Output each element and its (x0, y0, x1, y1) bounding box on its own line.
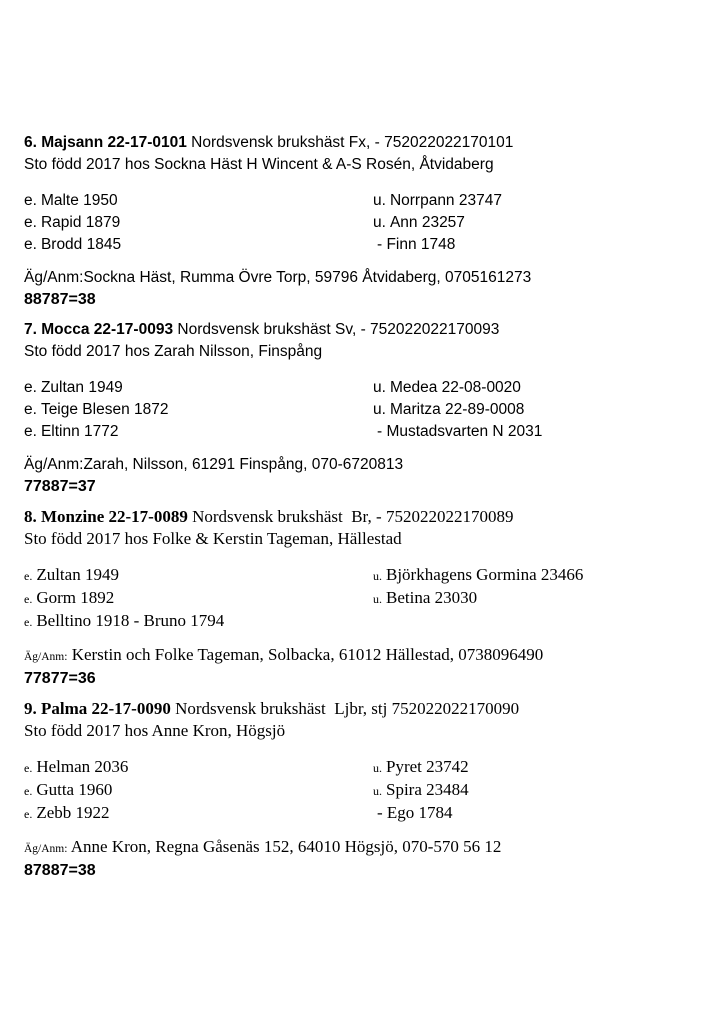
pedigree-grid (24, 756, 691, 825)
pedigree-text: Brodd 1845 (40, 236, 122, 253)
horse-name-id: 6. Majsann 22-17-0101 (24, 134, 187, 151)
pedigree-text: Helman 2036 (36, 757, 129, 776)
pedigree-line (373, 190, 691, 212)
pedigree-grid (24, 564, 691, 633)
pedigree-line (373, 564, 691, 587)
pedigree-line (373, 234, 691, 256)
pedigree-line (24, 234, 373, 256)
pedigree-grid (24, 190, 691, 256)
pedigree-prefix: e. (24, 192, 37, 209)
pedigree-prefix: e. (24, 423, 37, 440)
owner-text: Anne Kron, Regna Gåsenäs 152, 64010 Högsjö, 070-570 56 12 (67, 837, 502, 856)
pedigree-text: Betina 23030 (386, 588, 478, 607)
pedigree-prefix: e. (24, 379, 37, 396)
pedigree-prefix: u. (373, 784, 382, 798)
pedigree-prefix: u. (373, 192, 386, 209)
pedigree-line (24, 377, 373, 399)
pedigree-text: Eltinn 1772 (40, 423, 119, 440)
owner-label: Äg/Anm: (24, 269, 84, 286)
pedigree-prefix: u. (373, 214, 386, 231)
horse-breed-reg: Nordsvensk brukshäst Br, - 752022022170089 (187, 507, 514, 526)
birth-line: Sto född 2017 hos Zarah Nilsson, Finspång (24, 343, 323, 360)
entry-heading (24, 132, 691, 154)
pedigree-prefix: e. (24, 214, 37, 231)
pedigree-line (24, 399, 373, 421)
pedigree-line (24, 421, 373, 443)
pedigree-text: Medea 22-08-0020 (389, 379, 521, 396)
pedigree-text: Zultan 1949 (40, 379, 123, 396)
pedigree-prefix: u. (373, 379, 386, 396)
pedigree-text: Gutta 1960 (36, 780, 113, 799)
score-line: 77877=36 (24, 670, 96, 687)
pedigree-line (373, 587, 691, 610)
horse-breed-reg: Nordsvensk brukshäst Fx, - 752022022170101 (186, 134, 514, 151)
pedigree-line (373, 779, 691, 802)
pedigree-text: Gorm 1892 (36, 588, 115, 607)
pedigree-prefix: u. (373, 569, 382, 583)
pedigree-prefix: e. (24, 615, 33, 629)
pedigree-line (24, 610, 373, 633)
pedigree-line (373, 756, 691, 779)
pedigree-text: Maritza 22-89-0008 (389, 401, 525, 418)
horse-name-id: 8. Monzine 22-17-0089 (24, 507, 188, 526)
pedigree-line (373, 212, 691, 234)
entry-heading (24, 319, 691, 341)
birth-line: Sto född 2017 hos Anne Kron, Högsjö (24, 721, 286, 740)
owner-text: Sockna Häst, Rumma Övre Torp, 59796 Åtvidaberg, 0705161273 (83, 269, 532, 286)
score-line: 88787=38 (24, 291, 96, 308)
pedigree-text: Zultan 1949 (36, 565, 119, 584)
entry-heading (24, 506, 691, 528)
pedigree-text: - Ego 1784 (377, 803, 453, 822)
pedigree-prefix: e. (24, 401, 37, 418)
entry-heading (24, 698, 691, 720)
pedigree-prefix: e. (24, 761, 33, 775)
pedigree-line (373, 421, 691, 443)
pedigree-prefix: e. (24, 807, 33, 821)
pedigree-line (24, 564, 373, 587)
owner-line (24, 644, 691, 668)
horse-entry (24, 506, 691, 690)
pedigree-text: Teige Blesen 1872 (40, 401, 169, 418)
horse-breed-reg: Nordsvensk brukshäst Sv, - 752022022170093 (173, 321, 500, 338)
pedigree-prefix: u. (373, 761, 382, 775)
pedigree-line (24, 756, 373, 779)
pedigree-text: - Finn 1748 (377, 236, 456, 253)
pedigree-prefix: u. (373, 401, 386, 418)
pedigree-prefix: e. (24, 569, 33, 583)
pedigree-text: - Mustadsvarten N 2031 (377, 423, 543, 440)
owner-label: Äg/Anm: (24, 651, 68, 663)
pedigree-text: Malte 1950 (40, 192, 118, 209)
pedigree-line (373, 377, 691, 399)
pedigree-prefix: e. (24, 236, 37, 253)
horse-name-id: 9. Palma 22-17-0090 (24, 699, 171, 718)
birth-line: Sto född 2017 hos Folke & Kerstin Tageman, Hällestad (24, 529, 402, 548)
owner-label: Äg/Anm: (24, 843, 68, 855)
horse-entry (24, 319, 691, 498)
owner-line (24, 267, 691, 289)
score-line: 87887=38 (24, 862, 96, 879)
pedigree-text: Björkhagens Gormina 23466 (386, 565, 584, 584)
pedigree-line (373, 802, 691, 825)
pedigree-text: Spira 23484 (386, 780, 469, 799)
pedigree-prefix: e. (24, 784, 33, 798)
horse-breed-reg: Nordsvensk brukshäst Ljbr, stj 752022022170090 (170, 699, 520, 718)
owner-text: Zarah, Nilsson, 61291 Finspång, 070-6720813 (83, 456, 404, 473)
birth-line: Sto född 2017 hos Sockna Häst H Wincent & A-S Rosén, Åtvidaberg (24, 156, 494, 173)
score-line: 77887=37 (24, 478, 96, 495)
pedigree-text: Pyret 23742 (386, 757, 469, 776)
owner-text: Kerstin och Folke Tageman, Solbacka, 61012 Hällestad, 0738096490 (67, 645, 544, 664)
horse-name-id: 7. Mocca 22-17-0093 (24, 321, 174, 338)
horse-entry (24, 132, 691, 311)
pedigree-text: Norrpann 23747 (389, 192, 502, 209)
horse-entry (24, 698, 691, 882)
pedigree-line (24, 587, 373, 610)
pedigree-line (24, 779, 373, 802)
pedigree-text: Belltino 1918 - Bruno 1794 (36, 611, 225, 630)
pedigree-line (24, 190, 373, 212)
pedigree-prefix: u. (373, 592, 382, 606)
owner-line (24, 836, 691, 860)
owner-line (24, 454, 691, 476)
pedigree-grid (24, 377, 691, 443)
pedigree-line (373, 610, 691, 633)
pedigree-line (373, 399, 691, 421)
pedigree-line (24, 212, 373, 234)
owner-label: Äg/Anm: (24, 456, 84, 473)
pedigree-prefix: e. (24, 592, 33, 606)
pedigree-text: Ann 23257 (389, 214, 465, 231)
pedigree-text: Rapid 1879 (40, 214, 121, 231)
pedigree-line (24, 802, 373, 825)
pedigree-text: Zebb 1922 (36, 803, 110, 822)
